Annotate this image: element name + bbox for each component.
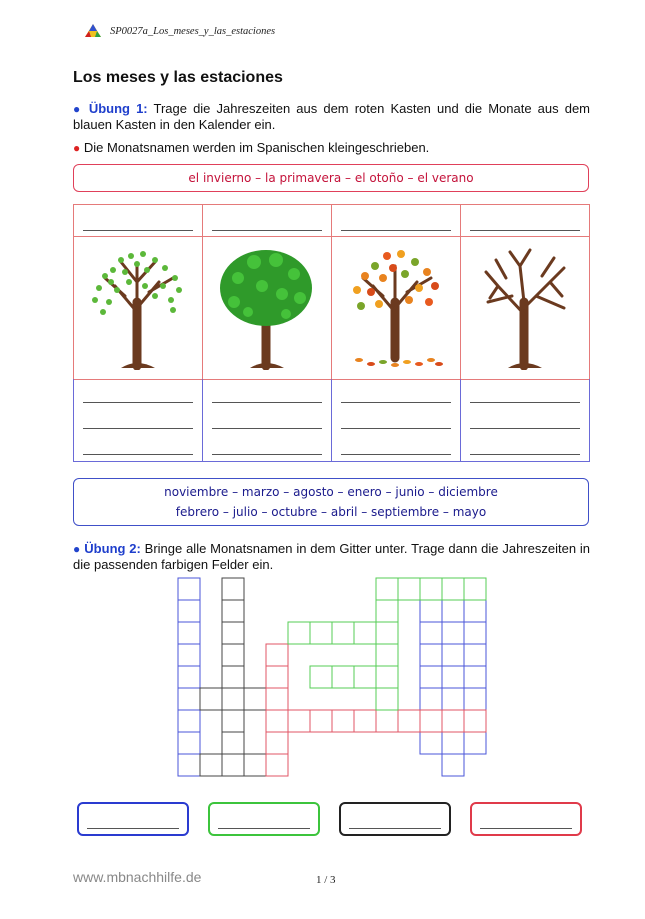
winter-tree-icon [472, 242, 578, 370]
crossword-cell[interactable] [222, 754, 244, 776]
crossword-cell[interactable] [266, 732, 288, 754]
crossword-cell[interactable] [464, 644, 486, 666]
crossword-cell[interactable] [376, 666, 398, 688]
crossword-cell[interactable] [222, 600, 244, 622]
crossword-cell[interactable] [420, 710, 442, 732]
exercise-1-label: Übung 1: [88, 101, 148, 116]
season-answer-box-blue[interactable] [77, 802, 189, 836]
crossword-cell[interactable] [376, 622, 398, 644]
crossword-cell[interactable] [332, 710, 354, 732]
season-answer-line[interactable] [212, 230, 322, 231]
crossword-cell[interactable] [442, 600, 464, 622]
crossword-cell[interactable] [420, 688, 442, 710]
month-answer-line[interactable] [83, 402, 193, 403]
month-answer-line[interactable] [83, 428, 193, 429]
crossword-cell[interactable] [178, 710, 200, 732]
crossword-cell[interactable] [354, 710, 376, 732]
crossword-cell[interactable] [420, 578, 442, 600]
crossword-cell[interactable] [354, 666, 376, 688]
crossword-cell[interactable] [376, 666, 398, 688]
crossword-cell[interactable] [420, 600, 442, 622]
month-answer-line[interactable] [212, 428, 322, 429]
crossword-cell[interactable] [178, 644, 200, 666]
month-answer-line[interactable] [83, 454, 193, 455]
month-answer-line[interactable] [212, 402, 322, 403]
crossword-cell[interactable] [398, 578, 420, 600]
crossword-cell[interactable] [200, 754, 222, 776]
crossword-cell[interactable] [222, 688, 244, 710]
crossword-cell[interactable] [442, 688, 464, 710]
document-reference: SP0027a_Los_meses_y_las_estaciones [110, 25, 276, 37]
season-answer-line[interactable] [83, 230, 193, 231]
exercise-1-instruction [73, 101, 590, 133]
spring-tree-icon [85, 242, 191, 370]
bullet-icon: ● [73, 102, 83, 116]
crossword-cell[interactable] [464, 578, 486, 600]
season-answer-line[interactable] [470, 230, 580, 231]
crossword-cell[interactable] [464, 732, 486, 754]
exercise-2-instruction [73, 541, 590, 573]
crossword-cell[interactable] [376, 622, 398, 644]
month-answer-line[interactable] [341, 402, 451, 403]
crossword-cell[interactable] [442, 732, 464, 754]
crossword-cell[interactable] [222, 644, 244, 666]
crossword-cell[interactable] [376, 688, 398, 710]
footer-url: www.mbnachhilfe.de [73, 869, 202, 885]
crossword-cell[interactable] [266, 754, 288, 776]
crossword-cell[interactable] [288, 622, 310, 644]
crossword-cell[interactable] [332, 666, 354, 688]
crossword-cell[interactable] [266, 754, 288, 776]
crossword-cell[interactable] [420, 578, 442, 600]
crossword-cell[interactable] [332, 622, 354, 644]
crossword-cell[interactable] [464, 600, 486, 622]
month-answer-line[interactable] [470, 454, 580, 455]
autumn-tree-icon [343, 242, 449, 370]
crossword-cell[interactable] [178, 754, 200, 776]
crossword-cell[interactable] [310, 622, 332, 644]
crossword-cell[interactable] [464, 578, 486, 600]
note-text: Die Monatsnamen werden im Spanischen kleingeschrieben. [83, 140, 430, 155]
crossword-cell[interactable] [266, 644, 288, 666]
season-answer-box-red[interactable] [470, 802, 582, 836]
crossword-cell[interactable] [442, 578, 464, 600]
season-answer-box-green[interactable] [208, 802, 320, 836]
crossword-cell[interactable] [420, 732, 442, 754]
crossword-cell[interactable] [310, 666, 332, 688]
crossword-cell[interactable] [464, 710, 486, 732]
crossword-cell[interactable] [222, 666, 244, 688]
month-answer-line[interactable] [341, 454, 451, 455]
crossword-cell[interactable] [376, 710, 398, 732]
seasons-list: el invierno – la primavera – el otoño – el verano [188, 171, 474, 185]
crossword-cell[interactable] [442, 710, 464, 732]
crossword-cell[interactable] [376, 578, 398, 600]
crossword-cell[interactable] [464, 622, 486, 644]
crossword-cell[interactable] [244, 688, 266, 710]
crossword-cell[interactable] [442, 754, 464, 776]
crossword-cell[interactable] [266, 666, 288, 688]
crossword-cell[interactable] [442, 644, 464, 666]
document-header [82, 23, 275, 39]
months-list-line-2: febrero – julio – octubre – abril – septiembre – mayo [175, 505, 487, 519]
exercise-2-label: Übung 2: [84, 541, 141, 556]
month-answer-line[interactable] [470, 428, 580, 429]
month-answer-line[interactable] [212, 454, 322, 455]
month-answer-line[interactable] [341, 428, 451, 429]
page-number: 1 / 3 [316, 874, 336, 886]
crossword-cell[interactable] [200, 688, 222, 710]
crossword-cell[interactable] [442, 578, 464, 600]
bullet-icon: ● [73, 542, 81, 556]
crossword-cell[interactable] [178, 666, 200, 688]
page-title: Los meses y las estaciones [73, 69, 283, 86]
season-calendar [73, 204, 590, 462]
crossword-cell[interactable] [266, 710, 288, 732]
crossword-cell[interactable] [222, 688, 244, 710]
bullet-icon: ● [73, 141, 81, 155]
crossword-cell[interactable] [178, 600, 200, 622]
season-answer-box-black[interactable] [339, 802, 451, 836]
crossword-cell[interactable] [420, 622, 442, 644]
crossword-cell[interactable] [376, 644, 398, 666]
crossword-cell[interactable] [442, 710, 464, 732]
crossword-cell[interactable] [178, 688, 200, 710]
months-list-line-1: noviembre – marzo – agosto – enero – junio – diciembre [164, 485, 498, 499]
crossword-cell[interactable] [464, 710, 486, 732]
summer-tree-icon [214, 242, 320, 370]
note-line [73, 140, 590, 156]
crossword-cell[interactable] [288, 710, 310, 732]
crossword-cell[interactable] [222, 710, 244, 732]
crossword-cell[interactable] [222, 622, 244, 644]
crossword-cell[interactable] [354, 622, 376, 644]
crossword-cell[interactable] [178, 622, 200, 644]
crossword-cell[interactable] [178, 578, 200, 600]
months-box [73, 478, 589, 526]
crossword-cell[interactable] [244, 754, 266, 776]
exercise-2-text: Bringe alle Monatsnamen in dem Gitter unter. Trage dann die Jahreszeiten in die passenden farbigen Felder ein. [73, 541, 590, 572]
crossword-cell[interactable] [420, 666, 442, 688]
crossword-cell[interactable] [464, 666, 486, 688]
crossword-cell[interactable] [464, 688, 486, 710]
logo-icon [82, 23, 104, 39]
seasons-box [73, 164, 589, 192]
crossword-cell[interactable] [266, 688, 288, 710]
crossword-cell[interactable] [442, 622, 464, 644]
crossword-cell[interactable] [376, 600, 398, 622]
crossword-cell[interactable] [222, 578, 244, 600]
crossword-cell[interactable] [420, 644, 442, 666]
season-answer-line[interactable] [341, 230, 451, 231]
crossword-cell[interactable] [442, 666, 464, 688]
crossword-cell[interactable] [420, 710, 442, 732]
crossword-cell[interactable] [178, 732, 200, 754]
crossword-cell[interactable] [398, 710, 420, 732]
month-answer-line[interactable] [470, 402, 580, 403]
crossword-cell[interactable] [310, 710, 332, 732]
crossword-cell[interactable] [222, 732, 244, 754]
exercise-1-text: Trage die Jahreszeiten aus dem roten Kasten und die Monate aus dem blauen Kasten in den Kalender ein. [73, 101, 591, 132]
